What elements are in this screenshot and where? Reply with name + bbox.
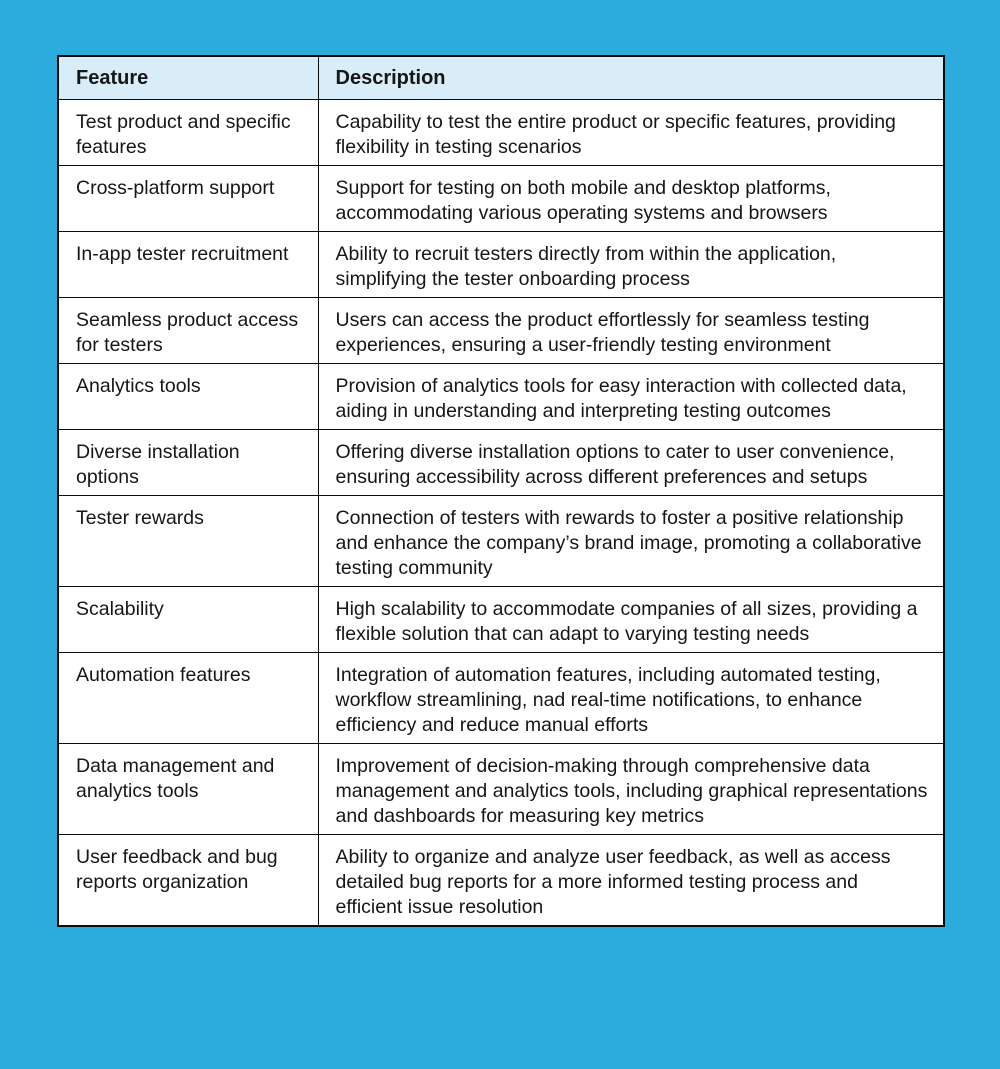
- feature-cell: Automation features: [58, 653, 318, 744]
- description-column-header: Description: [318, 56, 944, 100]
- description-cell: Capability to test the entire product or specific features, providing flexibility in testing scenarios: [318, 100, 944, 166]
- feature-column-header: Feature: [58, 56, 318, 100]
- description-cell: Ability to recruit testers directly from within the application, simplifying the tester onboarding process: [318, 232, 944, 298]
- header-row: [58, 56, 944, 100]
- description-cell: Provision of analytics tools for easy interaction with collected data, aiding in understanding and interpreting testing outcomes: [318, 364, 944, 430]
- table-row: [58, 166, 944, 232]
- description-cell: Integration of automation features, including automated testing, workflow streamlining, nad real-time notifications, to enhance efficiency and reduce manual efforts: [318, 653, 944, 744]
- description-cell: High scalability to accommodate companies of all sizes, providing a flexible solution that can adapt to varying testing needs: [318, 587, 944, 653]
- description-cell: Users can access the product effortlessly for seamless testing experiences, ensuring a user-friendly testing environment: [318, 298, 944, 364]
- feature-cell: Tester rewards: [58, 496, 318, 587]
- table-row: [58, 298, 944, 364]
- feature-comparison-table: [57, 55, 945, 927]
- description-cell: Connection of testers with rewards to foster a positive relationship and enhance the company’s brand image, promoting a collaborative testing community: [318, 496, 944, 587]
- feature-cell: Analytics tools: [58, 364, 318, 430]
- feature-cell: Seamless product access for testers: [58, 298, 318, 364]
- feature-cell: In-app tester recruitment: [58, 232, 318, 298]
- feature-cell: Data management and analytics tools: [58, 744, 318, 835]
- table-row: [58, 496, 944, 587]
- description-cell: Ability to organize and analyze user feedback, as well as access detailed bug reports for a more informed testing process and efficient issue resolution: [318, 835, 944, 927]
- feature-cell: Cross-platform support: [58, 166, 318, 232]
- description-cell: Support for testing on both mobile and desktop platforms, accommodating various operating systems and browsers: [318, 166, 944, 232]
- table-row: [58, 744, 944, 835]
- table-row: [58, 232, 944, 298]
- feature-cell: Scalability: [58, 587, 318, 653]
- table-row: [58, 587, 944, 653]
- description-cell: Offering diverse installation options to cater to user convenience, ensuring accessibility across different preferences and setups: [318, 430, 944, 496]
- table-row: [58, 653, 944, 744]
- table-row: [58, 430, 944, 496]
- feature-cell: Diverse installation options: [58, 430, 318, 496]
- feature-cell: Test product and specific features: [58, 100, 318, 166]
- table-row: [58, 364, 944, 430]
- table-row: [58, 100, 944, 166]
- feature-cell: User feedback and bug reports organization: [58, 835, 318, 927]
- table-row: [58, 835, 944, 927]
- description-cell: Improvement of decision-making through comprehensive data management and analytics tools, including graphical representations and dashboards for measuring key metrics: [318, 744, 944, 835]
